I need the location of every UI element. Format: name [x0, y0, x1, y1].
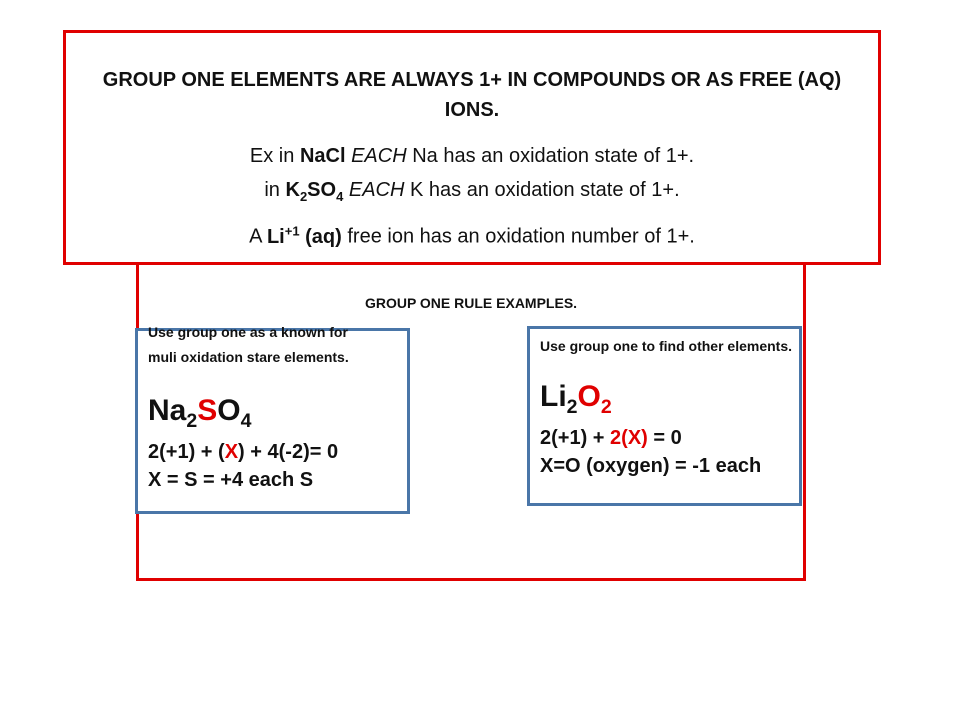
right-formula: [530, 380, 799, 424]
formula-o-sub: 2: [600, 396, 612, 418]
line-prefix: A: [249, 225, 267, 248]
right-equation-2: X=O (oxygen) = -1 each: [540, 455, 762, 477]
line-suffix: free ion has an oxidation number of 1+.: [341, 225, 695, 248]
ion-charge: +1: [284, 223, 300, 238]
left-equation-1: [138, 438, 407, 466]
right-example-box: [527, 326, 802, 506]
each-word: EACH: [351, 145, 407, 167]
left-example-note: [138, 320, 407, 370]
eq-unknown: 2(X): [610, 427, 648, 449]
eq-part-a: 2(+1) + (: [148, 441, 225, 463]
line-suffix: Na has an oxidation state of 1+.: [406, 145, 695, 167]
formula-s: S: [197, 394, 218, 427]
formula-li-sub: 2: [566, 396, 578, 418]
formula-o: O: [577, 380, 601, 413]
formula-na: Na: [148, 394, 187, 427]
compound-k-sub: 2: [299, 189, 308, 204]
ion-aq: (aq): [299, 225, 342, 248]
line-suffix: K has an oxidation state of 1+.: [404, 179, 680, 201]
compound-nacl: NaCl: [299, 145, 346, 167]
each-word: EACH: [348, 179, 405, 201]
left-equation-2: X = S = +4 each S: [148, 469, 314, 491]
formula-o-sub: 4: [240, 410, 252, 432]
compound-k: K: [285, 179, 300, 201]
formula-li: Li: [540, 380, 567, 413]
group-one-rule-box: [63, 30, 881, 265]
left-formula: [138, 394, 407, 438]
rule-example-li-ion: [66, 214, 878, 254]
right-equation-1: [530, 424, 799, 452]
compound-so: SO: [307, 179, 337, 201]
eq-part-b: = 0: [647, 427, 682, 449]
line-prefix: in: [264, 179, 286, 201]
formula-o: O: [217, 394, 241, 427]
rule-title: GROUP ONE ELEMENTS ARE ALWAYS 1+ IN COMPOUNDS OR AS FREE (AQ) IONS.: [102, 69, 842, 121]
formula-na-sub: 2: [186, 410, 198, 432]
left-note-line-2: muli oxidation stare elements.: [148, 349, 349, 365]
eq-unknown: X: [224, 441, 239, 463]
right-example-note: Use group one to find other elements.: [540, 338, 793, 354]
rule-example-nacl: [66, 139, 878, 173]
left-note-line-1: Use group one as a known for: [148, 324, 348, 340]
eq-part-b: ) + 4(-2)= 0: [238, 441, 339, 463]
eq-part-a: 2(+1) +: [540, 427, 611, 449]
line-prefix: Ex in: [249, 145, 300, 167]
examples-heading: GROUP ONE RULE EXAMPLES.: [364, 295, 578, 311]
left-example-box: [135, 324, 410, 514]
compound-so-sub: 4: [336, 189, 344, 204]
ion-li: Li: [266, 225, 285, 248]
rule-example-k2so4: [66, 173, 878, 214]
